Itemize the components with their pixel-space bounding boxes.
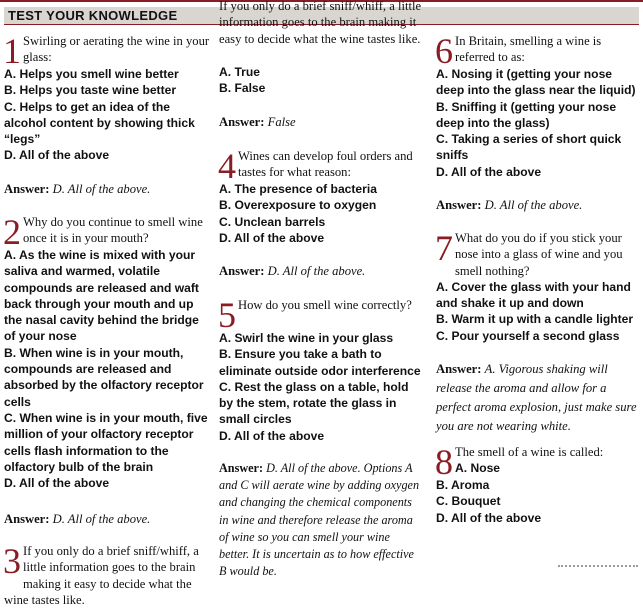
option: C. When wine is in your mouth, five million of your olfactory receptor cells flash information to the olfactory bulb of the brain bbox=[4, 410, 208, 474]
option: B. Helps you taste wine better bbox=[4, 83, 177, 98]
option: A. Nosing it (getting your nose deep into the glass near the liquid) bbox=[436, 67, 636, 98]
question-5 bbox=[219, 297, 423, 444]
answer-text: False bbox=[267, 115, 296, 129]
option: B. Aroma bbox=[436, 478, 490, 492]
option: D. All of the above bbox=[4, 148, 110, 163]
option: D. All of the above bbox=[219, 428, 325, 443]
question-3-continued bbox=[219, 2, 423, 70]
question-1 bbox=[4, 33, 210, 164]
question-number: 1 bbox=[3, 31, 21, 71]
option: B. Warm it up with a candle lighter bbox=[436, 312, 634, 327]
question-6 bbox=[436, 33, 639, 180]
question-number: 6 bbox=[435, 31, 453, 71]
option: A. Swirl the wine in your glass bbox=[219, 331, 394, 345]
option: A. The presence of bacteria bbox=[219, 182, 377, 196]
option: C. Unclean barrels bbox=[219, 214, 326, 229]
answer-2 bbox=[4, 510, 210, 529]
answer-text: D. All of the above. bbox=[52, 182, 151, 196]
question-number: 7 bbox=[435, 228, 453, 268]
answer-text: D. All of the above. Options A and C will aerate wine by adding oxygen and changing the chemical components in wine and therefore release the aroma of wine so you can smell your wine better. It is uncertain as to how effective B would be. bbox=[219, 461, 420, 579]
question-number: 3 bbox=[3, 541, 21, 581]
question-number: 4 bbox=[218, 146, 236, 186]
option: C. Helps to get an idea of the alcohol content by showing thick “legs” bbox=[4, 99, 195, 147]
option: D. All of the above bbox=[436, 164, 542, 179]
question-8 bbox=[436, 444, 639, 526]
answer-label: Answer: bbox=[436, 198, 482, 212]
option: A. Nose bbox=[455, 461, 501, 476]
option: C. Pour yourself a second glass bbox=[436, 328, 620, 343]
option: B. Ensure you take a bath to eliminate outside odor interference bbox=[219, 347, 421, 378]
question-text: Swirling or aerating the wine in your glass: bbox=[23, 34, 210, 65]
question-text: Why do you continue to smell wine once it is in your mouth? bbox=[23, 215, 203, 246]
question-text: In Britain, smelling a wine is referred to as: bbox=[455, 34, 602, 65]
dotted-divider bbox=[558, 565, 638, 571]
option: B. False bbox=[219, 81, 266, 96]
answer-text: D. All of the above. bbox=[267, 264, 366, 278]
question-text: If you only do a brief sniff/whiff, a little information goes to the brain making it easy to decide what the wine tastes like. bbox=[4, 544, 199, 607]
answer-4 bbox=[219, 262, 423, 281]
answer-1 bbox=[4, 180, 210, 199]
option: C. Taking a series of short quick sniffs bbox=[436, 132, 622, 163]
question-number: 5 bbox=[218, 295, 236, 335]
answer-text: A. Vigorous shaking will release the aroma and allow for a perfect aroma explosion, just make sure you are not wearing white. bbox=[436, 362, 637, 433]
answer-label: Answer: bbox=[219, 461, 264, 475]
answer-label: Answer: bbox=[219, 115, 265, 129]
question-number: 2 bbox=[3, 212, 21, 252]
answer-label: Answer: bbox=[436, 362, 482, 376]
question-text: Wines can develop foul orders and tastes for what reason: bbox=[238, 149, 413, 180]
option: A. Cover the glass with your hand and shake it up and down bbox=[436, 279, 631, 311]
answer-6 bbox=[436, 196, 639, 215]
question-3 bbox=[3, 541, 210, 607]
option: C. Rest the glass on a table, hold by the stem, rotate the glass in small circles bbox=[219, 379, 409, 427]
option: B. When wine is in your mouth, compounds are released and absorbed by the olfactory receptor cells bbox=[4, 345, 204, 409]
answer-label: Answer: bbox=[219, 264, 265, 278]
question-text: If you only do a brief sniff/whiff, a little information goes to the brain making it easy to decide what the wine tastes like. bbox=[219, 0, 422, 46]
answer-text: D. All of the above. bbox=[484, 198, 583, 212]
option: B. Overexposure to oxygen bbox=[219, 198, 377, 213]
question-text: The smell of a wine is called: bbox=[455, 445, 604, 459]
section-title: TEST YOUR KNOWLEDGE bbox=[8, 8, 178, 23]
answer-text: D. All of the above. bbox=[52, 512, 151, 526]
option: B. Sniffing it (getting your nose deep into the glass) bbox=[436, 99, 617, 130]
option: A. As the wine is mixed with your saliva and warmed, volatile compounds are released and waft back through your mouth and up the nasal cavity behind the bridge of your nose bbox=[4, 248, 199, 344]
option: D. All of the above bbox=[219, 230, 325, 245]
option: D. All of the above bbox=[436, 510, 542, 525]
option: D. All of the above bbox=[4, 476, 110, 491]
question-number: 8 bbox=[435, 442, 453, 482]
answer-5 bbox=[219, 460, 423, 580]
question-3-options bbox=[219, 64, 423, 97]
question-7 bbox=[436, 230, 639, 344]
question-text: What do you do if you stick your nose into a glass of wine and you smell nothing? bbox=[455, 231, 623, 278]
question-4 bbox=[219, 148, 423, 246]
question-2 bbox=[4, 214, 210, 491]
answer-3 bbox=[219, 113, 423, 132]
answer-label: Answer: bbox=[4, 182, 50, 196]
answer-label: Answer: bbox=[4, 512, 50, 526]
question-text: How do you smell wine correctly? bbox=[238, 298, 412, 312]
answer-7 bbox=[436, 360, 639, 436]
option: C. Bouquet bbox=[436, 494, 501, 509]
option: A. Helps you smell wine better bbox=[4, 67, 179, 81]
option: A. True bbox=[219, 65, 260, 79]
